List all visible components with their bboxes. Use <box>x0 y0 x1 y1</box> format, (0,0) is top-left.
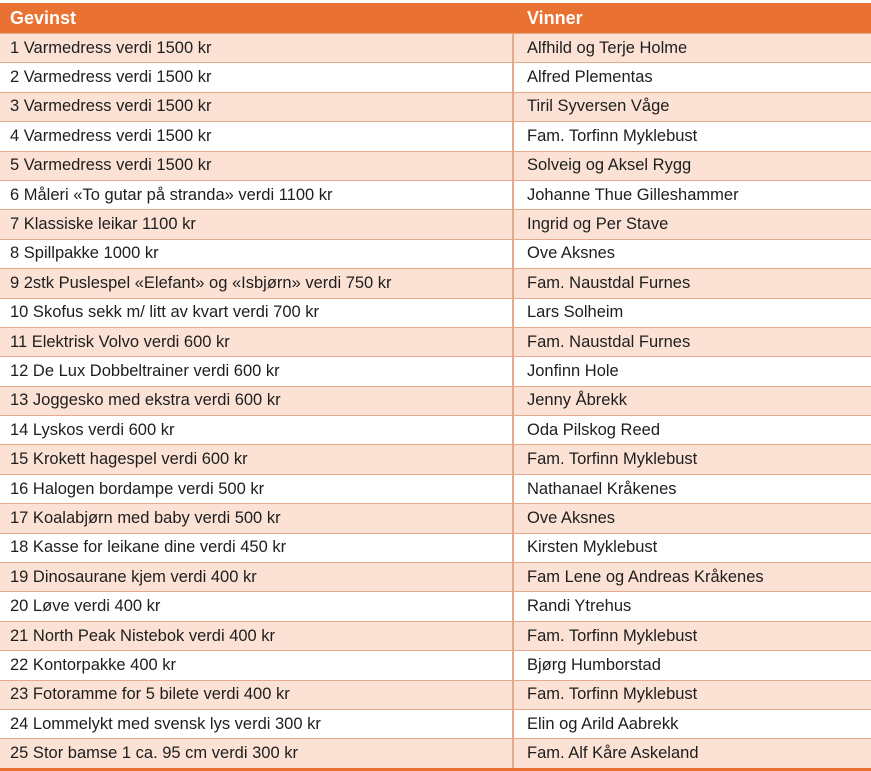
winner-cell: Ove Aksnes <box>513 504 871 533</box>
winner-cell: Ove Aksnes <box>513 239 871 268</box>
winner-cell: Fam. Torfinn Myklebust <box>513 680 871 709</box>
prize-cell: 14 Lyskos verdi 600 kr <box>0 416 513 445</box>
winner-cell: Fam. Alf Kåre Askeland <box>513 739 871 769</box>
prize-cell: 6 Måleri «To gutar på stranda» verdi 1100 kr <box>0 180 513 209</box>
table-row <box>0 210 871 239</box>
winner-cell: Fam. Torfinn Myklebust <box>513 621 871 650</box>
table-row <box>0 327 871 356</box>
prize-cell: 4 Varmedress verdi 1500 kr <box>0 122 513 151</box>
prize-cell: 24 Lommelykt med svensk lys verdi 300 kr <box>0 709 513 738</box>
table-row <box>0 122 871 151</box>
winner-cell: Fam. Naustdal Furnes <box>513 327 871 356</box>
table-row <box>0 533 871 562</box>
prize-cell: 7 Klassiske leikar 1100 kr <box>0 210 513 239</box>
prize-table-header <box>0 3 871 34</box>
winner-cell: Jonfinn Hole <box>513 357 871 386</box>
winner-cell: Alfred Plementas <box>513 63 871 92</box>
table-row <box>0 445 871 474</box>
winner-cell: Ingrid og Per Stave <box>513 210 871 239</box>
table-row <box>0 621 871 650</box>
table-row <box>0 34 871 63</box>
winner-cell: Kirsten Myklebust <box>513 533 871 562</box>
table-row <box>0 269 871 298</box>
prize-cell: 20 Løve verdi 400 kr <box>0 592 513 621</box>
prize-cell: 13 Joggesko med ekstra verdi 600 kr <box>0 386 513 415</box>
winner-cell: Elin og Arild Aabrekk <box>513 709 871 738</box>
prize-cell: 12 De Lux Dobbeltrainer verdi 600 kr <box>0 357 513 386</box>
prize-cell: 3 Varmedress verdi 1500 kr <box>0 92 513 121</box>
table-row <box>0 680 871 709</box>
table-row <box>0 63 871 92</box>
winner-cell: Jenny Åbrekk <box>513 386 871 415</box>
winner-cell: Fam. Torfinn Myklebust <box>513 445 871 474</box>
winner-cell: Solveig og Aksel Rygg <box>513 151 871 180</box>
prize-cell: 2 Varmedress verdi 1500 kr <box>0 63 513 92</box>
table-row <box>0 92 871 121</box>
table-row <box>0 357 871 386</box>
table-row <box>0 386 871 415</box>
prize-cell: 17 Koalabjørn med baby verdi 500 kr <box>0 504 513 533</box>
column-header-vinner: Vinner <box>513 3 871 34</box>
prize-table-body <box>0 34 871 770</box>
winner-cell: Fam Lene og Andreas Kråkenes <box>513 563 871 592</box>
table-row <box>0 651 871 680</box>
table-row <box>0 709 871 738</box>
prize-table <box>0 3 871 771</box>
winner-cell: Tiril Syversen Våge <box>513 92 871 121</box>
winner-cell: Nathanael Kråkenes <box>513 474 871 503</box>
column-header-gevinst: Gevinst <box>0 3 513 34</box>
prize-cell: 19 Dinosaurane kjem verdi 400 kr <box>0 563 513 592</box>
winner-cell: Lars Solheim <box>513 298 871 327</box>
table-row <box>0 474 871 503</box>
prize-cell: 18 Kasse for leikane dine verdi 450 kr <box>0 533 513 562</box>
table-row <box>0 239 871 268</box>
table-row <box>0 416 871 445</box>
table-row <box>0 151 871 180</box>
prize-cell: 25 Stor bamse 1 ca. 95 cm verdi 300 kr <box>0 739 513 769</box>
winner-cell: Randi Ytrehus <box>513 592 871 621</box>
winner-cell: Alfhild og Terje Holme <box>513 34 871 63</box>
table-row <box>0 504 871 533</box>
prize-cell: 1 Varmedress verdi 1500 kr <box>0 34 513 63</box>
prize-cell: 11 Elektrisk Volvo verdi 600 kr <box>0 327 513 356</box>
winner-cell: Bjørg Humborstad <box>513 651 871 680</box>
header-row <box>0 3 871 34</box>
winner-cell: Fam. Naustdal Furnes <box>513 269 871 298</box>
winner-cell: Fam. Torfinn Myklebust <box>513 122 871 151</box>
winner-cell: Oda Pilskog Reed <box>513 416 871 445</box>
prize-cell: 22 Kontorpakke 400 kr <box>0 651 513 680</box>
prize-cell: 15 Krokett hagespel verdi 600 kr <box>0 445 513 474</box>
table-row <box>0 180 871 209</box>
prize-cell: 10 Skofus sekk m/ litt av kvart verdi 700 kr <box>0 298 513 327</box>
table-row <box>0 739 871 769</box>
table-row <box>0 563 871 592</box>
prize-cell: 9 2stk Puslespel «Elefant» og «Isbjørn» verdi 750 kr <box>0 269 513 298</box>
prize-cell: 23 Fotoramme for 5 bilete verdi 400 kr <box>0 680 513 709</box>
prize-cell: 21 North Peak Nistebok verdi 400 kr <box>0 621 513 650</box>
prize-cell: 8 Spillpakke 1000 kr <box>0 239 513 268</box>
prize-cell: 16 Halogen bordampe verdi 500 kr <box>0 474 513 503</box>
prize-cell: 5 Varmedress verdi 1500 kr <box>0 151 513 180</box>
table-row <box>0 298 871 327</box>
table-row <box>0 592 871 621</box>
winner-cell: Johanne Thue Gilleshammer <box>513 180 871 209</box>
